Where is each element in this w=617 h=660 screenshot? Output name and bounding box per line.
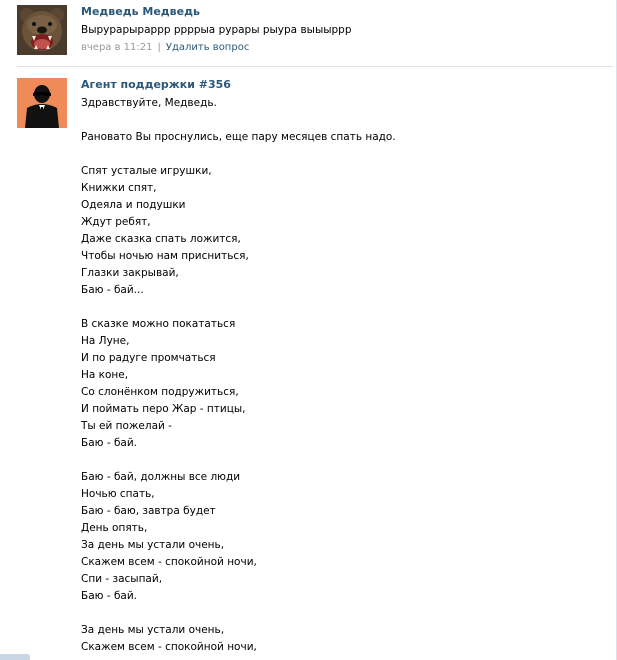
answer-blank-line bbox=[81, 146, 396, 163]
answer-line: Спят усталые игрушки, bbox=[81, 165, 212, 177]
answer-blank-line bbox=[81, 452, 396, 469]
answer-post bbox=[0, 68, 617, 660]
answer-line: Баю - бай, должны все люди bbox=[81, 471, 241, 483]
scrollbar-thumb[interactable] bbox=[0, 654, 30, 660]
delete-question-link[interactable]: Удалить вопрос bbox=[165, 42, 250, 53]
answer-line: Скажем всем - спокойной ночи, bbox=[81, 641, 257, 653]
meta-separator: | bbox=[157, 42, 161, 53]
answer-line: День опять, bbox=[81, 522, 148, 534]
post-divider bbox=[17, 66, 613, 67]
answer-line: Ты ей пожелай - bbox=[81, 420, 172, 432]
answer-line: На коне, bbox=[81, 369, 129, 381]
question-text: Вырурарыраррр ррррыа рурары рыура выыыррр bbox=[81, 24, 352, 36]
answer-line: Ночью спать, bbox=[81, 488, 155, 500]
answer-blank-line bbox=[81, 605, 396, 622]
answer-line: Баю - баю, завтра будет bbox=[81, 505, 216, 517]
answer-line: Одеяла и подушки bbox=[81, 199, 186, 211]
answer-line: Баю - бай. bbox=[81, 590, 138, 602]
agent-avatar[interactable] bbox=[17, 78, 67, 128]
answer-line: Рановато Вы проснулись, еще пару месяцев спать надо. bbox=[81, 131, 396, 143]
answer-line: Баю - бай. bbox=[81, 437, 138, 449]
question-author-link[interactable]: Медведь Медведь bbox=[81, 5, 200, 18]
answer-line: И по радуге промчаться bbox=[81, 352, 216, 364]
answer-line: Книжки спят, bbox=[81, 182, 157, 194]
answer-author-link[interactable]: Агент поддержки #356 bbox=[81, 78, 231, 91]
answer-line: Глазки закрывай, bbox=[81, 267, 179, 279]
answer-line: Чтобы ночью нам присниться, bbox=[81, 250, 249, 262]
answer-line: На Луне, bbox=[81, 335, 130, 347]
answer-line: Скажем всем - спокойной ночи, bbox=[81, 556, 257, 568]
question-time: вчера в 11:21 bbox=[81, 42, 153, 53]
answer-line: Спи - засыпай, bbox=[81, 573, 163, 585]
answer-line: Баю - бай... bbox=[81, 284, 144, 296]
question-meta bbox=[81, 42, 249, 53]
answer-text bbox=[81, 95, 396, 656]
answer-line: За день мы устали очень, bbox=[81, 539, 225, 551]
answer-line: Ждут ребят, bbox=[81, 216, 151, 228]
bear-avatar-icon bbox=[17, 5, 67, 55]
answer-line: Даже сказка спать ложится, bbox=[81, 233, 241, 245]
answer-line: Здравствуйте, Медведь. bbox=[81, 97, 217, 109]
answer-line: В сказке можно покататься bbox=[81, 318, 236, 330]
answer-line: За день мы устали очень, bbox=[81, 624, 225, 636]
bear-avatar[interactable] bbox=[17, 5, 67, 55]
answer-blank-line bbox=[81, 299, 396, 316]
agent-avatar-icon bbox=[17, 78, 67, 128]
answer-line: И поймать перо Жар - птицы, bbox=[81, 403, 246, 415]
question-post bbox=[0, 0, 617, 68]
answer-blank-line bbox=[81, 112, 396, 129]
answer-line: Со слонёнком подружиться, bbox=[81, 386, 239, 398]
